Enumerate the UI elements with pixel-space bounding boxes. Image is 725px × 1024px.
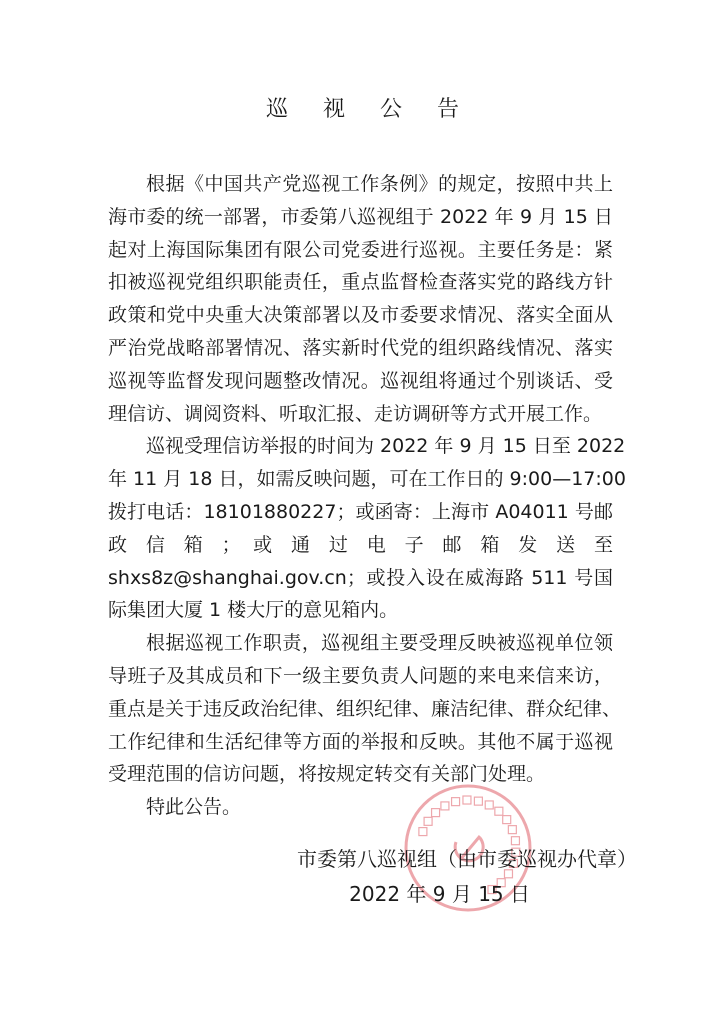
text-line: 拨打电话：18101880227；或函寄：上海市 A04011 号邮	[108, 500, 613, 523]
paragraph	[108, 430, 626, 627]
text-line: 际集团大厦 1 楼大厅的意见箱内。	[108, 599, 399, 622]
text-line: 工作纪律和生活纪律等方面的举报和反映。其他不属于巡视	[108, 730, 613, 753]
signature-organization: 市委第八巡视组（由市委巡视办代章）	[297, 847, 637, 871]
text-line: shxs8z@shanghai.gov.cn；或投入设在威海路 511 号国	[108, 566, 613, 589]
text-line: 根据《中国共产党巡视工作条例》的规定，按照中共上	[146, 173, 613, 195]
seal-mark	[419, 828, 427, 836]
text-line: 起对上海国际集团有限公司党委进行巡视。主要任务是：紧	[108, 238, 613, 261]
paragraph	[108, 791, 613, 824]
document-body	[108, 168, 626, 824]
paragraph	[108, 627, 622, 791]
text-line: 扣被巡视党组织职能责任，重点监督检查落实党的路线方针	[108, 271, 613, 294]
text-line: 政 信 箱 ； 或 通 过 电 子 邮 箱 发 送 至	[108, 533, 613, 556]
text-line: 政策和党中央重大决策部署以及市委要求情况、落实全面从	[108, 304, 613, 327]
text-line: 特此公告。	[146, 796, 242, 819]
seal-mark	[508, 826, 516, 834]
text-line: 年 11 月 18 日，如需反映问题，可在工作日的 9:00—17:00	[108, 468, 626, 491]
text-line: 巡视受理信访举报的时间为 2022 年 9 月 15 日至 2022	[146, 435, 626, 458]
paragraph	[108, 168, 613, 430]
text-line: 海市委的统一部署，市委第八巡视组于 2022 年 9 月 15 日	[108, 205, 613, 228]
document-title: 巡 视 公 告	[266, 97, 473, 122]
signature-date: 2022 年 9 月 15 日	[349, 882, 530, 906]
text-line: 重点是关于违反政治纪律、组织纪律、廉洁纪律、群众纪律、	[108, 697, 622, 720]
text-line: 导班子及其成员和下一级主要负责人问题的来电来信来访，	[108, 664, 613, 687]
text-line: 严治党战略部署情况、落实新时代党的组织路线情况、落实	[108, 336, 613, 359]
text-line: 巡视等监督发现问题整改情况。巡视组将通过个别谈话、受	[108, 369, 613, 392]
text-line: 根据巡视工作职责，巡视组主要受理反映被巡视单位领	[146, 632, 613, 655]
text-line: 理信访、调阅资料、听取汇报、走访调研等方式开展工作。	[108, 402, 603, 425]
text-line: 受理范围的信访问题，将按规定转交有关部门处理。	[108, 763, 546, 786]
